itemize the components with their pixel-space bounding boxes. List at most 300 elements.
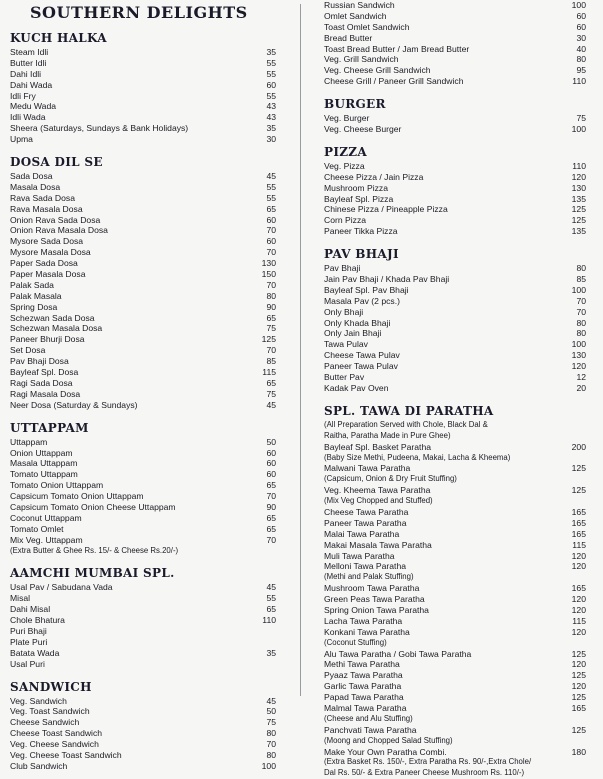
menu-item-price: 120 [571, 550, 586, 561]
page-title: SOUTHERN DELIGHTS [30, 3, 248, 22]
menu-item-name: Paper Masala Dosa [10, 269, 86, 280]
menu-item-price: 30 [576, 32, 586, 43]
menu-item-name: Veg. Pizza [324, 160, 365, 171]
menu-item-name: Veg. Cheese Sandwich [10, 739, 99, 750]
menu-item-name: Cheese Tawa Paratha [324, 506, 409, 517]
menu-item [324, 681, 586, 692]
section-title: UTTAPPAM [10, 420, 89, 435]
menu-item-price: 200 [571, 441, 586, 452]
menu-item [10, 535, 276, 546]
menu-item [10, 101, 276, 112]
menu-item [324, 339, 586, 350]
menu-item-price: 35 [266, 47, 276, 57]
left-column [10, 0, 276, 771]
menu-item-price: 135 [571, 226, 586, 237]
menu-item [10, 258, 276, 269]
menu-item-name: Konkani Tawa Paratha [324, 626, 410, 637]
menu-item-name: Pav Bhaji [324, 263, 361, 274]
menu-item-name: Russian Sandwich [324, 0, 395, 10]
menu-item-price: 43 [266, 112, 276, 123]
menu-item-price: 125 [571, 463, 586, 474]
menu-item-price: 50 [266, 706, 276, 717]
menu-item-name: Plate Puri [10, 636, 48, 647]
menu-item [324, 605, 586, 616]
menu-item-price: 125 [571, 692, 586, 703]
menu-item [10, 171, 276, 182]
menu-item-name: Omlet Sandwich [324, 10, 387, 21]
menu-item [10, 182, 276, 193]
menu-item [324, 561, 586, 572]
menu-item-name: Masala Pav (2 pcs.) [324, 295, 400, 306]
menu-item [324, 318, 586, 329]
menu-item-price: 125 [571, 215, 586, 226]
menu-item-price: 120 [571, 681, 586, 692]
menu-item-name: Batata Wada [10, 647, 60, 658]
section-title: KUCH HALKA [10, 31, 107, 45]
menu-item-name: Veg. Burger [324, 113, 370, 124]
menu-item [10, 458, 276, 469]
menu-item [10, 389, 276, 400]
menu-item [324, 507, 586, 518]
menu-item-price: 125 [571, 204, 586, 215]
menu-item-price: 45 [266, 582, 276, 593]
menu-item-price: 130 [261, 258, 276, 269]
menu-item [324, 263, 586, 274]
menu-item [324, 65, 586, 76]
menu-section-dosa-dil-se [10, 154, 276, 411]
section-title: BURGER [324, 97, 386, 112]
menu-item-price: 120 [571, 171, 586, 182]
menu-item [324, 540, 586, 551]
menu-item-price: 70 [266, 491, 276, 502]
menu-item [324, 747, 586, 758]
menu-item-price: 65 [266, 604, 276, 615]
menu-item-name: Bread Butter [324, 32, 373, 43]
menu-item-price: 115 [572, 615, 586, 626]
menu-item-name: Idli Fry [10, 90, 36, 101]
menu-note: (Moong and Chopped Salad Stuffing) [324, 735, 453, 745]
menu-item [324, 274, 586, 285]
menu-item-price [236, 659, 276, 670]
menu-item [324, 616, 586, 627]
section-title: SPL. TAWA DI PARATHA [324, 403, 494, 418]
menu-item [10, 491, 276, 502]
menu-item-price: 60 [266, 447, 276, 458]
menu-item-price: 30 [266, 134, 276, 145]
menu-item-price: 115 [262, 367, 276, 378]
right-column [324, 0, 586, 778]
menu-item-name: Idli Wada [10, 112, 46, 123]
menu-item-name: Dahi Idli [10, 68, 42, 79]
menu-item [324, 76, 586, 87]
menu-item-price: 180 [571, 746, 586, 757]
menu-section-burger [324, 96, 586, 135]
menu-note: (All Preparation Served with Chole, Black Dal & [324, 419, 488, 429]
menu-note: (Baby Size Methi, Pudeena, Makai, Lacha & Kheema) [324, 452, 511, 462]
menu-item [324, 0, 586, 11]
menu-item [324, 307, 586, 318]
menu-item-name: Toast Omlet Sandwich [324, 21, 410, 32]
menu-item-name: Coconut Uttappam [10, 512, 82, 523]
menu-item-name: Butter Pav [324, 372, 365, 383]
menu-item [324, 22, 586, 33]
menu-item [10, 225, 276, 236]
menu-item-name: Butter Idli [10, 57, 47, 68]
menu-section-pizza [324, 144, 586, 237]
menu-item [324, 183, 586, 194]
menu-item [324, 703, 586, 714]
menu-item-name: Veg. Cheese Toast Sandwich [10, 749, 122, 760]
menu-item [324, 583, 586, 594]
menu-item-name: Bayleaf Spl. Pav Bhaji [324, 284, 409, 295]
menu-section-kuch-halka [10, 30, 276, 145]
menu-item [324, 172, 586, 183]
menu-item-name: Misal [10, 593, 31, 604]
menu-item-name: Bayleaf Spl. Basket Paratha [324, 441, 432, 452]
menu-item-name: Sheera (Saturdays, Sundays & Bank Holidays) [10, 123, 189, 134]
menu-item-name: Tomato Omlet [10, 523, 64, 534]
menu-item [324, 361, 586, 372]
menu-item-name: Palak Sada [10, 279, 54, 290]
menu-item [324, 627, 586, 638]
menu-item [10, 378, 276, 389]
menu-item [10, 728, 276, 739]
menu-item-name: Cheese Toast Sandwich [10, 728, 103, 739]
menu-item [324, 204, 586, 215]
menu-item [324, 44, 586, 55]
menu-item [10, 334, 276, 345]
menu-item-price: 75 [266, 323, 276, 334]
menu-item-name: Garlic Tawa Paratha [324, 681, 402, 692]
menu-item-name: Club Sandwich [10, 760, 68, 771]
menu-item [324, 328, 586, 339]
menu-item-price: 40 [576, 43, 586, 54]
menu-item-price: 95 [576, 65, 586, 76]
menu-item-price: 60 [266, 458, 276, 469]
menu-item-price: 165 [571, 583, 586, 594]
menu-item-price: 125 [571, 648, 586, 659]
menu-item-name: Only Bhaji [324, 306, 364, 317]
menu-item [324, 124, 586, 135]
menu-item-name: Rava Masala Dosa [10, 203, 83, 214]
menu-item-price: 135 [571, 193, 586, 204]
menu-item [10, 761, 276, 772]
menu-item [10, 480, 276, 491]
menu-item [10, 291, 276, 302]
menu-item [10, 193, 276, 204]
menu-item-name: Toast Bread Butter / Jam Bread Butter [324, 43, 470, 54]
menu-section-continued [324, 0, 586, 87]
menu-item [324, 113, 586, 124]
menu-item-name: Set Dosa [10, 345, 46, 356]
menu-item [10, 323, 276, 334]
menu-item-name: Muli Tawa Paratha [324, 550, 395, 561]
menu-item-price: 130 [571, 350, 586, 361]
menu-item-price: 55 [266, 192, 276, 203]
section-title: PIZZA [324, 144, 367, 159]
menu-item-name: Kadak Pav Oven [324, 382, 389, 393]
menu-item-price: 110 [572, 76, 586, 87]
menu-item [10, 626, 276, 637]
menu-item-price: 60 [576, 21, 586, 32]
menu-item-name: Steam Idli [10, 47, 49, 57]
menu-item-name: Jain Pav Bhaji / Khada Pav Bhaji [324, 274, 450, 285]
menu-item-name: Dahi Misal [10, 604, 51, 615]
menu-item [324, 285, 586, 296]
menu-item [324, 551, 586, 562]
menu-item [10, 247, 276, 258]
menu-item-name: Capsicum Tomato Onion Cheese Uttappam [10, 501, 176, 512]
menu-item-name: Veg. Cheese Burger [324, 124, 402, 135]
menu-item-price: 65 [266, 203, 276, 214]
menu-item-price: 65 [266, 480, 276, 491]
menu-item-price [236, 626, 276, 637]
menu-item-price: 125 [571, 670, 586, 681]
menu-item-price: 55 [266, 181, 276, 192]
menu-item-price: 55 [266, 68, 276, 79]
menu-item-name: Masala Uttappam [10, 458, 78, 469]
menu-item-name: Dahi Wada [10, 79, 53, 90]
menu-item-price: 165 [571, 702, 586, 713]
menu-section-pav-bhaji [324, 246, 586, 394]
menu-item-name: Pyaaz Tawa Paratha [324, 670, 403, 681]
menu-item-price: 125 [571, 724, 586, 735]
menu-item-price: 150 [261, 269, 276, 280]
section-title: PAV BHAJI [324, 247, 399, 262]
menu-item [10, 280, 276, 291]
menu-item-price: 165 [571, 517, 586, 528]
menu-item [10, 47, 276, 58]
menu-item [10, 69, 276, 80]
menu-item [10, 345, 276, 356]
menu-item [324, 442, 586, 453]
menu-item-price: 35 [266, 123, 276, 134]
menu-item-price: 120 [571, 626, 586, 637]
menu-item-name: Capsicum Tomato Onion Uttappam [10, 491, 144, 502]
menu-item [10, 123, 276, 134]
menu-item-name: Masala Dosa [10, 181, 61, 192]
menu-item-price: 20 [576, 382, 586, 393]
menu-section-spl-tawa-di-paratha [324, 403, 586, 779]
menu-item-name: Puri Bhaji [10, 625, 47, 636]
menu-item-price: 130 [571, 182, 586, 193]
menu-item-name: Paneer Tawa Paratha [324, 517, 407, 528]
menu-item-price: 55 [266, 57, 276, 68]
menu-item-price: 75 [266, 717, 276, 728]
menu-item [324, 649, 586, 660]
menu-item [10, 215, 276, 226]
menu-item-price: 90 [266, 501, 276, 512]
menu-item-price: 85 [576, 274, 586, 285]
menu-item [10, 58, 276, 69]
menu-item-price: 80 [576, 54, 586, 65]
menu-item [10, 236, 276, 247]
menu-item-price [236, 637, 276, 648]
menu-item [324, 529, 586, 540]
left-sections [10, 30, 276, 772]
column-divider [300, 4, 301, 696]
menu-item [10, 204, 276, 215]
menu-item-price: 60 [266, 214, 276, 225]
menu-item-name: Malmal Tawa Paratha [324, 702, 407, 713]
menu-item-name: Tawa Pulav [324, 339, 368, 350]
menu-item-price: 100 [571, 124, 586, 135]
menu-item-name: Makai Masala Tawa Paratha [324, 539, 432, 550]
menu-note: (Mix Veg Chopped and Stuffed) [324, 496, 433, 506]
menu-item-name: Mushroom Tawa Paratha [324, 583, 420, 594]
menu-item-name: Spring Onion Tawa Paratha [324, 604, 429, 615]
menu-item [10, 356, 276, 367]
menu-item-name: Methi Tawa Paratha [324, 659, 400, 670]
menu-item-price: 60 [266, 236, 276, 247]
menu-item-price: 45 [266, 399, 276, 410]
menu-item-name: Onion Rava Masala Dosa [10, 225, 108, 236]
menu-item [10, 648, 276, 659]
menu-item [324, 692, 586, 703]
menu-note: Raitha, Paratha Made in Pure Ghee) [324, 430, 451, 440]
menu-note: (Extra Butter & Ghee Rs. 15/- & Cheese Rs.20/-) [10, 545, 179, 555]
menu-item-price: 80 [576, 317, 586, 328]
menu-item [10, 367, 276, 378]
menu-item [10, 134, 276, 145]
menu-item-price: 70 [576, 295, 586, 306]
menu-item [324, 11, 586, 22]
menu-item-price: 80 [576, 328, 586, 339]
menu-item-name: Uttappam [10, 436, 48, 447]
menu-item [324, 33, 586, 44]
menu-section-uttappam [10, 420, 276, 557]
menu-item [10, 604, 276, 615]
menu-item-price: 65 [266, 523, 276, 534]
menu-item-price: 120 [571, 361, 586, 372]
menu-item [10, 717, 276, 728]
menu-item-name: Paper Sada Dosa [10, 258, 78, 269]
menu-item [324, 383, 586, 394]
menu-item [10, 582, 276, 593]
menu-item [324, 725, 586, 736]
menu-item-price: 100 [571, 339, 586, 350]
menu-item-name: Chole Bhatura [10, 615, 65, 626]
menu-item [10, 400, 276, 411]
menu-item-name: Only Khada Bhaji [324, 317, 391, 328]
menu-item-name: Make Your Own Paratha Combi. [324, 746, 447, 757]
menu-item-name: Mix Veg. Uttappam [10, 534, 83, 545]
menu-item-price: 100 [571, 0, 586, 10]
menu-item-name: Melloni Tawa Paratha [324, 561, 407, 572]
menu-item-name: Chinese Pizza / Pineapple Pizza [324, 204, 448, 215]
menu-item [10, 706, 276, 717]
menu-item [10, 637, 276, 648]
menu-item-price: 60 [266, 79, 276, 90]
menu-item-name: Veg. Grill Sandwich [324, 54, 399, 65]
menu-item-name: Veg. Kheema Tawa Paratha [324, 485, 431, 496]
menu-item [10, 750, 276, 761]
menu-item-name: Corn Pizza [324, 215, 367, 226]
menu-item-name: Spring Dosa [10, 301, 58, 312]
menu-item-price: 75 [576, 113, 586, 124]
menu-item-price: 55 [266, 90, 276, 101]
menu-item-name: Bayleaf Spl. Dosa [10, 367, 79, 378]
menu-item-price: 45 [266, 695, 276, 706]
menu-item-name: Paneer Tikka Pizza [324, 226, 398, 237]
right-sections [324, 0, 586, 779]
menu-note: (Extra Basket Rs. 150/-, Extra Paratha Rs. 90/-,Extra Chole/ [324, 757, 532, 767]
menu-item [324, 594, 586, 605]
menu-item-price: 100 [571, 284, 586, 295]
menu-item [10, 269, 276, 280]
menu-item-price: 12 [576, 372, 586, 383]
menu-item-name: Cheese Grill / Paneer Grill Sandwich [324, 76, 464, 87]
menu-item-price: 65 [266, 512, 276, 523]
menu-item-price: 45 [266, 171, 276, 182]
menu-item-price: 100 [261, 760, 276, 771]
menu-item-price: 85 [266, 356, 276, 367]
menu-item-price: 43 [266, 101, 276, 112]
menu-item [324, 226, 586, 237]
menu-item [10, 469, 276, 480]
menu-item-price: 80 [266, 728, 276, 739]
menu-item-name: Alu Tawa Paratha / Gobi Tawa Paratha [324, 648, 472, 659]
menu-item [10, 437, 276, 448]
menu-item [324, 54, 586, 65]
menu-note: (Cheese and Alu Stuffing) [324, 713, 413, 723]
menu-item [10, 696, 276, 707]
menu-item-name: Cheese Sandwich [10, 717, 80, 728]
menu-item-price: 125 [261, 334, 276, 345]
menu-item-name: Neer Dosa (Saturday & Sundays) [10, 399, 138, 410]
section-title: AAMCHI MUMBAI SPL. [10, 566, 175, 581]
menu-item [324, 463, 586, 474]
menu-section-sandwich [10, 679, 276, 772]
menu-item-name: Sada Dosa [10, 171, 53, 182]
menu-item-price: 110 [572, 160, 586, 171]
menu-item-price: 75 [266, 388, 276, 399]
menu-item-name: Green Peas Tawa Paratha [324, 594, 425, 605]
menu-item-price: 165 [571, 528, 586, 539]
menu-item [10, 502, 276, 513]
menu-item-price: 90 [266, 301, 276, 312]
menu-item-price: 70 [266, 739, 276, 750]
menu-item-price: 115 [572, 539, 586, 550]
menu-item-name: Ragi Masala Dosa [10, 388, 81, 399]
menu-note: (Coconut Stuffing) [324, 637, 387, 647]
menu-item-price: 60 [266, 469, 276, 480]
menu-item-price: 65 [266, 377, 276, 388]
menu-item-price: 65 [266, 312, 276, 323]
menu-item-price: 70 [266, 247, 276, 258]
menu-item [324, 350, 586, 361]
menu-item-price: 80 [576, 263, 586, 274]
menu-item [324, 161, 586, 172]
menu-item [324, 518, 586, 529]
menu-item-name: Panchvati Tawa Paratha [324, 724, 417, 735]
menu-item-price: 165 [571, 506, 586, 517]
menu-item-price: 80 [266, 290, 276, 301]
menu-item-price: 70 [266, 534, 276, 545]
section-title: SANDWICH [10, 679, 92, 694]
menu-note: Dal Rs. 50/- & Extra Paneer Cheese Mushroom Rs. 110/-) [324, 768, 525, 778]
menu-item-price: 70 [266, 345, 276, 356]
menu-item [10, 448, 276, 459]
menu-item [10, 659, 276, 670]
menu-item [10, 112, 276, 123]
menu-item [10, 91, 276, 102]
menu-item [10, 593, 276, 604]
menu-note: (Methi and Palak Stuffing) [324, 572, 414, 582]
menu-item-name: Tomato Onion Uttappam [10, 480, 104, 491]
menu-item-name: Malwani Tawa Paratha [324, 463, 411, 474]
menu-item [10, 739, 276, 750]
